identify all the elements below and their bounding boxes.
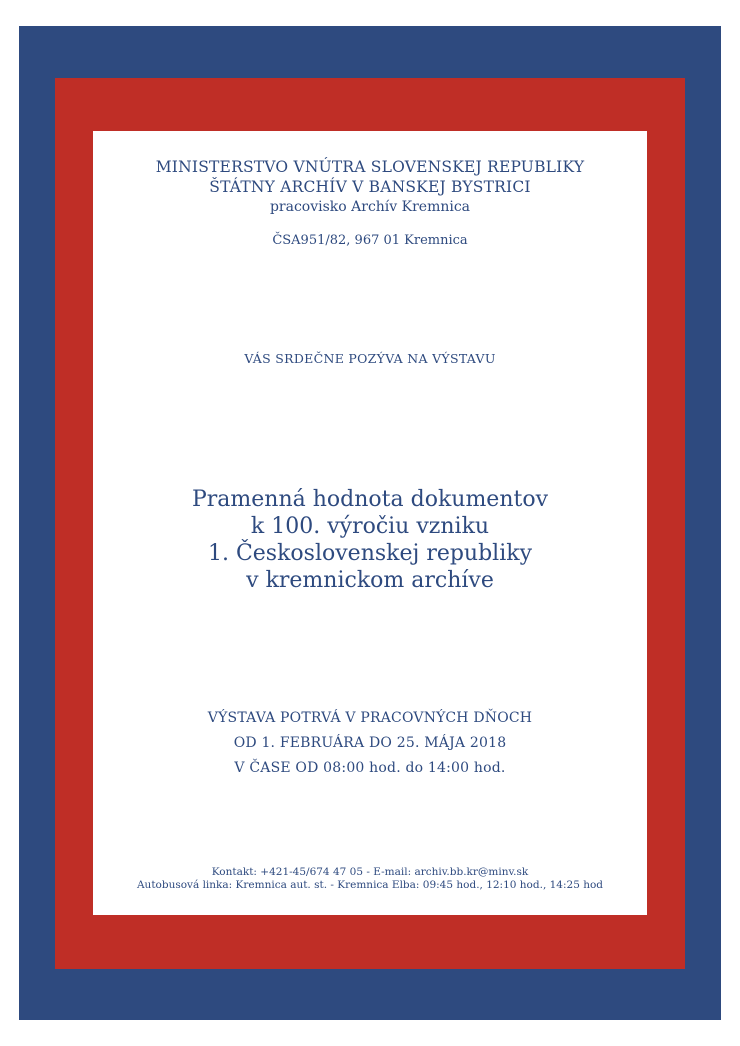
- workplace-name: pracovisko Archív Kremnica: [269, 199, 471, 215]
- exhibition-dates: OD 1. FEBRUÁRA DO 25. MÁJA 2018: [233, 735, 507, 751]
- bus-schedule: Autobusová linka: Kremnica aut. st. - Kremnica Elba: 09:45 hod., 12:10 hod., 14:25 hod: [136, 879, 604, 891]
- exhibition-title-line-4: v kremnickom archíve: [246, 568, 494, 593]
- exhibition-title-line-1: Pramenná hodnota dokumentov: [191, 487, 549, 512]
- exhibition-title-line-3: 1. Československej republiky: [207, 541, 533, 566]
- exhibition-duration: VÝSTAVA POTRVÁ V PRACOVNÝCH DŇOCH: [207, 710, 533, 726]
- exhibition-hours: V ČASE OD 08:00 hod. do 14:00 hod.: [234, 760, 506, 776]
- poster-content-panel: [93, 131, 647, 915]
- archive-name: ŠTÁTNY ARCHÍV V BANSKEJ BYSTRICI: [209, 178, 531, 196]
- contact-info: Kontakt: +421-45/674 47 05 - E-mail: archiv.bb.kr@minv.sk: [211, 866, 529, 878]
- ministry-name: MINISTERSTVO VNÚTRA SLOVENSKEJ REPUBLIKY: [155, 158, 585, 176]
- exhibition-title-line-2: k 100. výročiu vzniku: [250, 514, 490, 539]
- invitation-text: VÁS SRDEČNE POZÝVA NA VÝSTAVU: [244, 351, 496, 366]
- archive-address: ČSA951/82, 967 01 Kremnica: [272, 233, 468, 248]
